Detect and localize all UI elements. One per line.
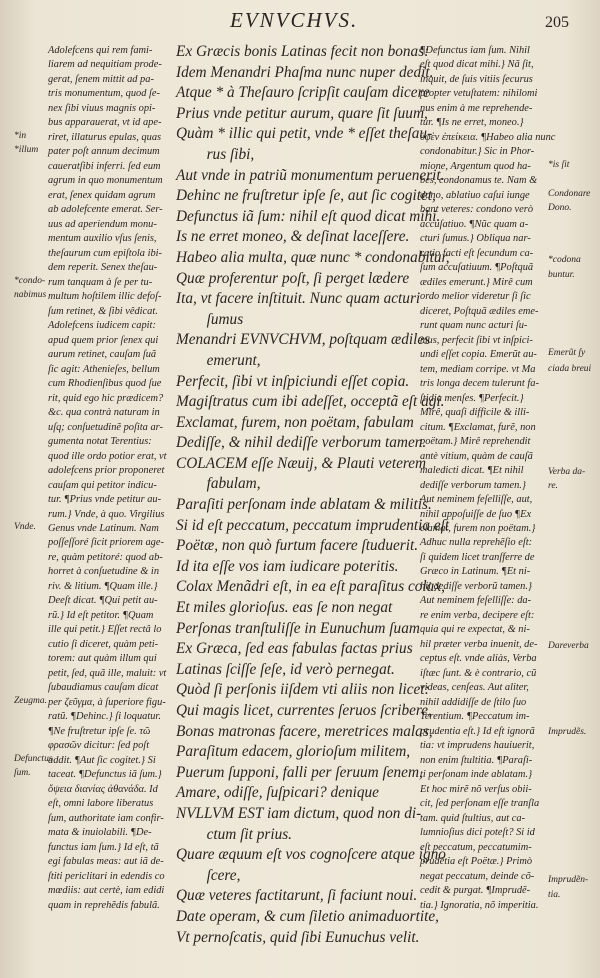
commentary-line: videas, cenſeas. Aut aliter, <box>420 682 529 694</box>
verse-line: Ex Græca, ſed eas fabulas factas prius <box>176 640 413 658</box>
commentary-line: theſaurum cum epiſtola ibi- <box>48 247 162 259</box>
commentary-line: mata & inuiolabili. ¶De- <box>48 827 152 839</box>
commentary-line: poſſeſſoré ſicit priorem age- <box>48 537 164 549</box>
commentary-line: tia: vt imprudens hauiuerit, <box>420 740 535 752</box>
commentary-line: tris monumentum, quod ſe- <box>48 88 160 100</box>
margin-note: Verba da- <box>548 466 586 477</box>
commentary-line: rit, quid ego hic prædicem? <box>48 392 164 404</box>
verse-line: Quæ proferentur poſt, ſi perget lædere <box>176 269 410 287</box>
verse-line: Latinas ſciſſe ſeſe, id verò pernegat. <box>176 660 395 678</box>
commentary-line: gerat, ſenem mittit ad pa- <box>48 73 154 85</box>
verse-line: NVLLVM EST iam dictum, quod non di- <box>176 804 422 822</box>
verse-line: Perfecit, ſibi vt inſpiciundi eſſet copia. <box>176 372 410 390</box>
margin-note: Imprudẽn- <box>548 875 589 886</box>
commentary-line: maledicti dicat. ¶Et nihil <box>420 465 524 477</box>
commentary-line: bus apparauerat, vt id ape- <box>48 117 162 129</box>
commentary-line: prudentia eſt.} Id eſt ignorã <box>420 725 535 737</box>
commentary-line: inquit, de ſuis vitiis ſecurus <box>420 73 533 85</box>
running-title: EVNVCHVS. <box>230 8 359 32</box>
verse-line: Id ita eſſe vos iam iudicare poteritis. <box>176 557 399 575</box>
commentary-line: mœdiis: aut certè, iam edidi <box>48 885 165 897</box>
commentary-line: nihil addidiſſe de ſtilo ſuo <box>420 696 527 708</box>
right-commentary-column <box>420 44 555 913</box>
commentary-line: addit. ¶Aut ſic cogitet.} Si <box>48 754 156 766</box>
commentary-line: riret, illaturus epulas, quas <box>48 131 162 143</box>
verse-line: Si id eſt peccatum, peccatum imprudentia eſt <box>176 516 450 534</box>
verse-line: Bonas matronas facere, meretrices malas, <box>176 722 433 740</box>
commentary-line: cit, ſed perſonam eſſe tranſla <box>420 798 540 810</box>
verse-line: Atque * à Theſauro ſcripſit cauſam dicere <box>176 84 430 102</box>
commentary-line: dediſſe verborum tamen.} <box>420 479 527 491</box>
commentary-line: iſtæc ſunt. & è contrario, cũ <box>420 667 537 679</box>
verse-line: COLACEM eſſe Næuij, & Plauti veterem <box>176 454 427 472</box>
commentary-line: nex ſibi viuus magnis opi- <box>48 102 156 114</box>
commentary-line: gumenta notat Terentius: <box>48 436 152 448</box>
commentary-line: ti perſonam inde ablatam.} <box>420 769 533 781</box>
commentary-line: Aut neminem feſelliſſe, aut, <box>420 494 533 506</box>
commentary-line: rum.} Vnde, à quo. Virgilius <box>48 508 165 520</box>
commentary-line: eſt, omni labore liberatus <box>48 798 154 810</box>
commentary-line: mus, perfecit ſibi vt inſpici- <box>420 334 533 346</box>
commentary-line: bes, condonamus te. Nam & <box>420 175 538 187</box>
commentary-line: condonabitur.} Sic in Phor- <box>420 146 535 158</box>
commentary-line: clamat, furem non poëtam.} <box>420 522 536 534</box>
commentary-line: multum hoſtilem illic defoſ- <box>48 291 162 303</box>
commentary-line: cauſam qui petitor indicu- <box>48 479 157 491</box>
commentary-line: ὑφὲν ἐπείκεια. ¶Habeo alia nunc <box>420 131 556 143</box>
commentary-line: re enim verba, decipere eſt: <box>420 609 535 621</box>
margin-note: *codona <box>548 255 581 266</box>
commentary-line: negat peccatum, deinde cõ- <box>420 870 535 882</box>
margin-note: *illum <box>14 145 39 156</box>
commentary-line: petit, ſed, quã ille, maluit: vt <box>48 667 167 679</box>
commentary-line: ſubaudiamus cauſam dicat <box>48 682 159 694</box>
commentary-line: uus ad aperiendum monu- <box>48 218 157 230</box>
margin-note: Zeugma. <box>14 695 47 706</box>
margin-note: ciada breui <box>548 364 592 374</box>
commentary-line: ſtidia menſes. ¶Perfecit.} <box>420 392 524 404</box>
commentary-line: Adhuc nulla reprehẽſio eſt: <box>420 537 533 549</box>
verse-line: ſumus <box>176 310 244 328</box>
commentary-line: taceat. ¶Defunctus iã ſum.} <box>48 769 162 781</box>
verse-line: Habeo alia multa, quæ nunc * condonabitur, <box>176 248 450 266</box>
verse-line: Perſonas tranſtuliſſe in Eunuchum ſuam <box>176 619 420 637</box>
verse-line: Poëtæ, non quò furtum facere ſtuduerit. <box>176 537 419 555</box>
commentary-line: tris longa decem tulerunt fa- <box>420 378 539 390</box>
commentary-line: Aut neminem feſelliſſe: da- <box>420 595 532 607</box>
commentary-line: agrum in quo monumentum <box>48 175 163 187</box>
verse-line: ſcere, <box>176 866 241 884</box>
margin-note: Imprudẽs. <box>548 727 587 738</box>
commentary-line: ratũ. ¶Dehinc.} ſi loquatur. <box>48 711 161 723</box>
commentary-line: antè vitium, quàm de cauſã <box>420 450 533 462</box>
commentary-line: ratio facti eſt ſecundum ca- <box>420 247 534 259</box>
margin-note: Condonare <box>548 188 591 199</box>
verse-line: Qui magis licet, currentes ſeruos ſcribere, <box>176 702 432 719</box>
commentary-line: riv. & litium. ¶Quam ille.} <box>48 580 158 592</box>
commentary-line: eſt quod dicat mihi.} Nã ſit, <box>420 59 534 71</box>
commentary-line: ſum retinet, & ſibi vêdicat. <box>48 305 158 317</box>
margin-note: *is ſit <box>548 159 570 170</box>
verse-line: Amare, odiſſe, ſuſpicari? denique <box>176 784 379 802</box>
commentary-line: tam. quid ſtultius, aut ca- <box>420 812 526 824</box>
commentary-line: cturi ſumus.} Obliqua nar- <box>420 233 531 245</box>
commentary-line: adolefcens prior proponeret <box>48 465 165 477</box>
commentary-line: ſic agit: Athenieſes, bellum <box>48 363 160 375</box>
margin-note: Emerũt ſy <box>548 348 586 359</box>
commentary-line: bant veteres: condono verò <box>420 204 534 216</box>
verse-line: Quæ veteres factitarunt, ſi faciunt noui. <box>176 887 418 905</box>
commentary-line: ab adolefcente emerat. Ser- <box>48 204 163 216</box>
commentary-line: horret à conſuetudine & in <box>48 566 160 578</box>
commentary-line: egi fabulas meas: aut iã de- <box>48 856 164 868</box>
commentary-line: ſum, authoritate iam confir- <box>48 812 164 824</box>
verse-line: Paraſitum edacem, glorioſum militem, <box>176 743 411 761</box>
commentary-line: propter vetuſtatem: nihilomi <box>420 88 538 100</box>
verse-line: fabulam, <box>176 475 261 493</box>
verse-line: Dehinc ne fruſtretur ipſe ſe, aut ſic cogitet, <box>176 187 436 205</box>
commentary-line: eſt peccatum, peccatumim- <box>420 841 532 853</box>
commentary-line: ordo melior videretur ſi ſic <box>420 291 531 303</box>
commentary-line: cum Rhodienſibus quod ſue <box>48 378 162 390</box>
commentary-line: Deeſt dicat. ¶Qui petit au- <box>48 595 158 607</box>
commentary-line: lumnioſius dici poteſt? Si id <box>420 827 535 839</box>
commentary-line: ſi quidem licet tranſferre de <box>420 551 535 563</box>
commentary-line: quam in reprehẽdis fabulã. <box>48 899 160 911</box>
commentary-line: mentum auxilio vſus ſenis, <box>48 233 157 245</box>
commentary-line: quod ille ordo potior erat, vt <box>48 450 167 462</box>
commentary-line: rum tanquam à ſe per tu- <box>48 276 153 288</box>
margin-note: Defunctus <box>14 753 53 764</box>
page-number: 205 <box>545 14 569 31</box>
commentary-line: liarem ad nequitiam prode- <box>48 59 162 71</box>
commentary-line: aurum retinet, cauſam ſuã <box>48 349 157 361</box>
commentary-line: &c. qua contrà naturam in <box>48 407 160 419</box>
verse-line: Aut vnde in patriũ monumentum peruenerit. <box>176 166 445 184</box>
verse-line: Quare æquum eſt vos cognoſcere atque igno <box>176 846 446 864</box>
verse-line: Dediſſe, & nihil dediſſe verborum tamen. <box>176 434 427 452</box>
verse-line: emerunt, <box>176 351 261 369</box>
page-header <box>0 6 600 38</box>
verse-line: Et miles glorioſus. eas ſe non negat <box>176 599 393 617</box>
commentary-line: ædiles emerunt.} Mirê cum <box>420 276 533 288</box>
verse-line: Date operam, & cum ſiletio animaduortite, <box>176 907 439 925</box>
commentary-line: quia qui re expectat, & ni- <box>420 624 530 636</box>
commentary-line: ille qui petit.} Eſſet rectâ lo <box>48 624 162 636</box>
commentary-line: accuſatiuo. ¶Nũc quam a- <box>420 218 529 230</box>
commentary-line: re, quàm petitoré: quod ab- <box>48 551 163 563</box>
commentary-line: dem reperit. Senex theſau- <box>48 262 158 274</box>
commentary-line: ὄψεια διανίας ἀθανάδα. Id <box>48 783 158 795</box>
margin-note: tia. <box>548 889 561 900</box>
commentary-line: nihil appoſuiſſe de ſuo ¶Ex <box>420 508 532 520</box>
commentary-line: uſq; conſuetudinẽ poſita ar- <box>48 421 163 433</box>
verse-line: Ita, vt facere inſtituit. Nunc quam acturi <box>176 290 421 308</box>
commentary-line: apud quem prior ſenex qui <box>48 334 159 346</box>
left-commentary-column <box>48 44 167 913</box>
commentary-line: Græco in Latinum. ¶Et ni- <box>420 566 531 578</box>
commentary-line: ſum accuſatiuum. ¶Poſtquã <box>420 262 534 274</box>
commentary-line: Adolefcens iudicem capit: <box>48 320 156 332</box>
commentary-line: hil præter verba inuenit, de- <box>420 638 538 650</box>
commentary-line: torem: aut quàm illum qui <box>48 653 157 665</box>
commentary-line: Mirê, quaſi difficile & illi- <box>420 407 530 419</box>
margin-note: Dareverba <box>548 640 589 651</box>
commentary-line: tem, mediam corripe. vt Ma <box>420 363 536 375</box>
verse-line: Prius vnde petitur aurum, quare ſit ſuum, <box>176 104 428 122</box>
verse-line: Menandri EVNVCHVM, poſtquam ædiles <box>176 331 431 349</box>
commentary-line: non enim ſtultitia. ¶Paraſi- <box>420 754 533 766</box>
commentary-line: ¶Defunctus iam ſum. Nihil <box>420 45 530 56</box>
verse-line: Idem Menandri Phaſma nunc nuper dedit. <box>176 63 434 81</box>
verse-line: Quàm * illic qui petit, vnde * eſſet theſau- <box>176 125 433 143</box>
commentary-line: hil dediſſe verborũ tamen.} <box>420 580 533 592</box>
commentary-line: tia.} Ignoratia, nõ imperitia. <box>420 899 539 911</box>
margin-note: Vnde. <box>14 521 36 532</box>
commentary-line: cutio ſi diceret, quàm peti- <box>48 638 159 650</box>
commentary-line: Genus vnde Latinum. Nam <box>48 522 159 534</box>
commentary-line: erat, ſenex quidam agrum <box>48 189 156 201</box>
verse-line: rus ſibi, <box>176 145 255 163</box>
margin-note: Dono. <box>548 203 572 214</box>
commentary-line: citum. ¶Exclamat, furẽ, non <box>420 421 536 433</box>
commentary-line: pater poſt annum decimum <box>48 146 160 158</box>
verse-line: Puerum ſupponi, falli per ſeruum ſenem, <box>176 763 423 781</box>
margin-note: buntur. <box>548 269 575 280</box>
commentary-line: Adolefcens qui rem fami- <box>48 45 153 56</box>
commentary-line: caueratſibi inferri. ſed eum <box>48 160 161 172</box>
verse-line: Exclamat, furem, non poëtam, fabulam <box>176 413 414 431</box>
margin-note: *in <box>14 130 27 141</box>
commentary-line: Terentium. ¶Peccatum im- <box>420 711 530 723</box>
verse-text-column <box>176 42 450 948</box>
commentary-line: dono, ablatiuo caſui iunge <box>420 189 530 201</box>
verse-line: Defunctus iã ſum: nihil eſt quod dicat mihi. <box>176 207 441 225</box>
commentary-line: ceptus eſt. vnde aliàs, Verba <box>420 653 537 665</box>
commentary-line: undi eſſet copia. Emerũt au- <box>420 349 537 361</box>
commentary-line: ſtiti periclitari in edendis co <box>48 870 165 882</box>
commentary-line: functus iam ſum.} Id eſt, tã <box>48 841 159 853</box>
verse-line: Colax Menãdri eſt, in ea eſt paraſitus colax, <box>176 578 445 596</box>
commentary-line: φρασῶν dicitur: ſed poſt <box>48 740 150 752</box>
verse-line: Quòd ſi perſonis iiſdem vti aliis non licet: <box>176 681 430 699</box>
commentary-line: rũ.} Id eſt petitor. ¶Quam <box>48 609 154 621</box>
margin-note: re. <box>548 481 558 492</box>
commentary-line: cedit & purgat. ¶Imprudẽ- <box>420 885 531 897</box>
commentary-line: mione, Argentum quod ha- <box>420 160 531 172</box>
commentary-line: tur. ¶Is ne erret, moneo.} <box>420 117 524 129</box>
commentary-line: tur. ¶Prius vnde petitur au- <box>48 494 162 506</box>
verse-line: Is ne erret moneo, & deſinat laceſſere. <box>176 228 410 246</box>
verse-line: Magiſtratus cum ibi adeſſet, occeptã eſt agi. <box>176 393 445 411</box>
commentary-line: ¶Ne fruſtretur ipſe ſe. τῶ <box>48 725 151 737</box>
margin-note: ſum. <box>14 768 31 778</box>
verse-line: Paraſiti perſonam inde ablatam & militis. <box>176 496 432 514</box>
verse-line: ctum ſit prius. <box>176 825 293 843</box>
commentary-line: nus enim à me reprehende- <box>420 102 533 114</box>
commentary-line: diceret, Poſtquã ædiles eme- <box>420 305 539 317</box>
commentary-line: prudẽtia eſt Poëtæ.} Primò <box>420 856 533 868</box>
margin-note: *condo- <box>14 275 46 286</box>
verse-line: Ex Græcis bonis Latinas fecit non bonas: <box>176 43 430 60</box>
commentary-line: Et hoc mirẽ nõ verſus obii- <box>420 783 532 795</box>
commentary-line: poëtam.} Mirê reprehendit <box>420 436 531 448</box>
verse-line: Vt pernoſcatis, quid ſibi Eunuchus velit. <box>176 928 420 946</box>
commentary-line: per ζεῦγμα, à ſuperiore figu- <box>48 696 166 708</box>
margin-note: nabimus <box>14 290 47 301</box>
commentary-line: runt quam nunc acturi ſu- <box>420 320 528 332</box>
